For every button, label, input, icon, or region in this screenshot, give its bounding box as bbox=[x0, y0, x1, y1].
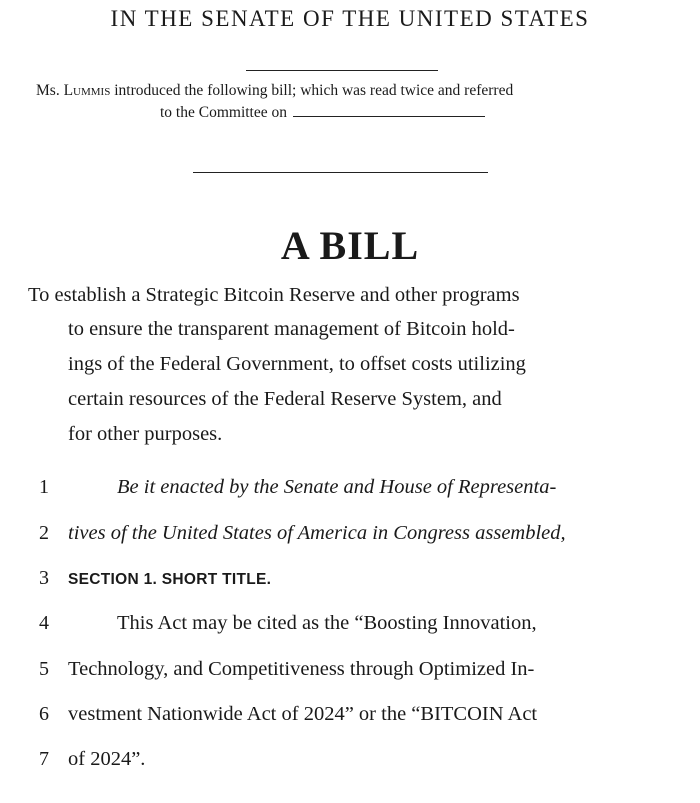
line-number-4: 4 bbox=[39, 612, 49, 634]
short-title-line-1: This Act may be cited as the “Boosting Innovation, bbox=[117, 612, 537, 634]
intro-text: introduced the following bill; which was read twice and referred bbox=[114, 82, 514, 99]
line-number-1: 1 bbox=[39, 476, 49, 498]
committee-text: to the Committee on bbox=[160, 104, 287, 121]
introduction-line-2 bbox=[160, 104, 485, 122]
line-number-6: 6 bbox=[39, 703, 49, 725]
line-number-7: 7 bbox=[39, 748, 49, 770]
purpose-line-3: ings of the Federal Government, to offset costs utilizing bbox=[68, 353, 526, 375]
purpose-line-4: certain resources of the Federal Reserve System, and bbox=[68, 388, 502, 410]
introduction-line-1 bbox=[36, 82, 513, 100]
section-heading: SECTION 1. SHORT TITLE. bbox=[68, 571, 272, 588]
line-number-3: 3 bbox=[39, 567, 49, 589]
separator-rule-long bbox=[193, 172, 488, 173]
short-title-line-2: Technology, and Competitiveness through Optimized In- bbox=[68, 658, 535, 680]
purpose-line-1: To establish a Strategic Bitcoin Reserve and other programs bbox=[28, 284, 520, 306]
chamber-heading: IN THE SENATE OF THE UNITED STATES bbox=[110, 6, 590, 31]
committee-blank bbox=[293, 115, 485, 117]
separator-rule-short bbox=[246, 70, 438, 71]
bill-title: A BILL bbox=[280, 223, 420, 268]
sponsor-name: Lummis bbox=[63, 82, 111, 99]
purpose-line-5: for other purposes. bbox=[68, 423, 223, 445]
intro-prefix: Ms. bbox=[36, 82, 60, 99]
line-number-5: 5 bbox=[39, 658, 49, 680]
line-number-2: 2 bbox=[39, 522, 49, 544]
purpose-line-2: to ensure the transparent management of Bitcoin hold- bbox=[68, 318, 515, 340]
enacting-clause-line-2: tives of the United States of America in Congress assembled, bbox=[68, 522, 566, 544]
enacting-clause-line-1: Be it enacted by the Senate and House of Representa- bbox=[117, 476, 557, 498]
short-title-line-4: of 2024”. bbox=[68, 748, 146, 770]
short-title-line-3: vestment Nationwide Act of 2024” or the “BITCOIN Act bbox=[68, 703, 538, 725]
